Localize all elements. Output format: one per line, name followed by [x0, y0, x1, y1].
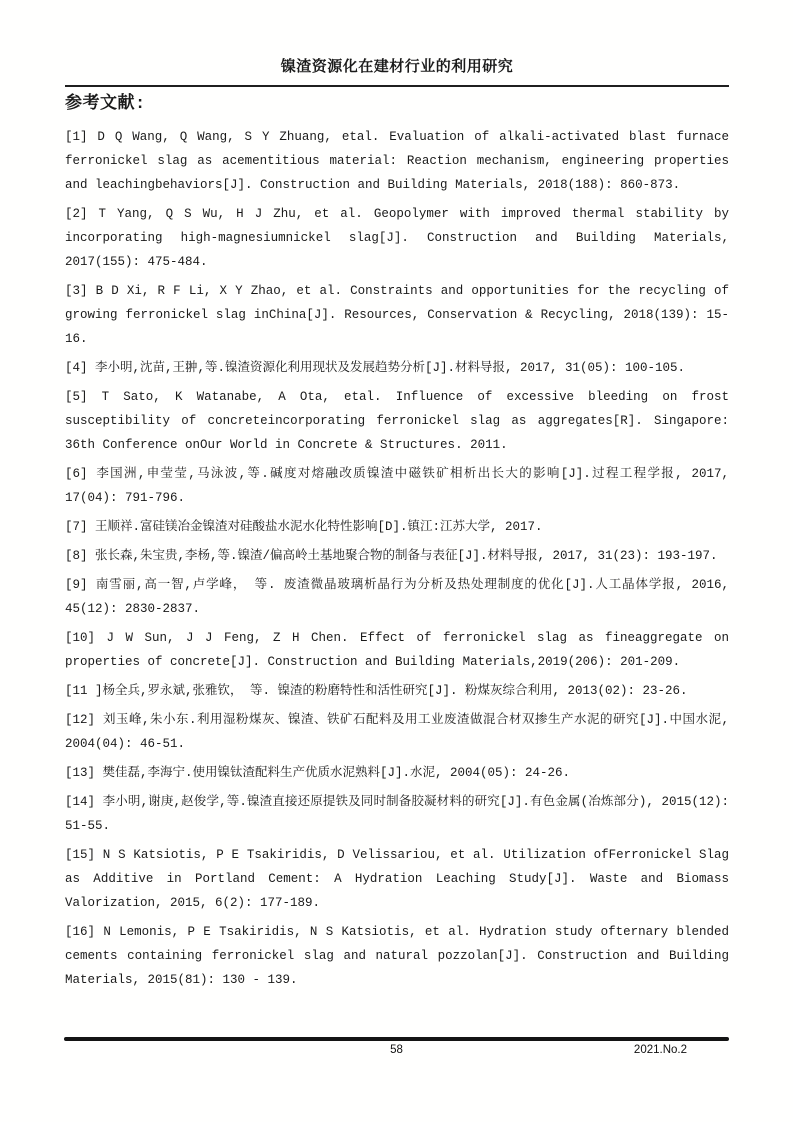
reference-item: [12] 刘玉峰,朱小东.利用湿粉煤灰、镍渣、铁矿石配料及用工业废渣做混合材双掺生产水泥的研究[J].中国水泥, 2004(04): 46-51.: [65, 713, 729, 751]
page-footer: [64, 1037, 729, 1060]
reference-item: [15] N S Katsiotis, P E Tsakiridis, D Velissariou, et al. Utilization ofFerronickel Slag as Additive in Portland Cement: A Hydration Leaching Study[J]. Waste and Biomass Valorization, 2015, 6(2): 177-189.: [65, 848, 729, 910]
page-number: 58: [390, 1043, 403, 1056]
reference-item: [5] T Sato, K Watanabe, A Ota, etal. Influence of excessive bleeding on frost susceptibility of concreteincorporating ferronickel slag as aggregates[R]. Singapore: 36th Conference onOur World in Concrete & Structures. 2011.: [65, 390, 729, 452]
reference-item: [2] T Yang, Q S Wu, H J Zhu, et al. Geopolymer with improved thermal stability by incorporating high-magnesiumnickel slag[J]. Construction and Building Materials, 2017(155): 475-484.: [65, 207, 729, 269]
references-heading: 参考文献:: [65, 95, 146, 114]
reference-item: [4] 李小明,沈苗,王翀,等.镍渣资源化利用现状及发展趋势分析[J].材料导报, 2017, 31(05): 100-105.: [65, 361, 686, 375]
reference-item: [13] 樊佳磊,李海宁.使用镍钛渣配料生产优质水泥熟料[J].水泥, 2004(05): 24-26.: [65, 766, 571, 780]
footer-divider: [64, 1037, 729, 1041]
reference-item: [6] 李国洲,申莹莹,马泳波,等.碱度对熔融改质镍渣中磁铁矿相析出长大的影响[J].过程工程学报, 2017, 17(04): 791-796.: [65, 467, 729, 505]
reference-item: [11 ]杨全兵,罗永斌,张雅钦， 等. 镍渣的粉磨特性和活性研究[J]. 粉煤灰综合利用, 2013(02): 23-26.: [65, 684, 688, 698]
reference-item: [1] D Q Wang, Q Wang, S Y Zhuang, etal. Evaluation of alkali-activated blast furnace ferronickel slag as acementitious material: Reaction mechanism, engineering properties and leachingbehaviors[J]. Construction and Building Materials, 2018(188): 860-873.: [65, 130, 729, 192]
reference-item: [7] 王顺祥.富硅镁冶金镍渣对硅酸盐水泥水化特性影响[D].镇江:江苏大学, 2017.: [65, 520, 543, 534]
footer-row: [64, 1044, 729, 1060]
reference-item: [16] N Lemonis, P E Tsakiridis, N S Katsiotis, et al. Hydration study ofternary blended cements containing ferronickel slag and natural pozzolan[J]. Construction and Building Materials, 2015(81): 130 - 139.: [65, 925, 729, 987]
issue-label: 2021.No.2: [633, 1043, 687, 1056]
reference-item: [3] B D Xi, R F Li, X Y Zhao, et al. Constraints and opportunities for the recycling of growing ferronickel slag inChina[J]. Resources, Conservation & Recycling, 2018(139): 15-16.: [65, 284, 729, 346]
running-head-title: 镍渣资源化在建材行业的利用研究: [280, 59, 514, 76]
reference-item: [8] 张长森,朱宝贵,李杨,等.镍渣/偏高岭土基地聚合物的制备与表征[J].材料导报, 2017, 31(23): 193-197.: [65, 549, 718, 563]
reference-item: [14] 李小明,谢庚,赵俊学,等.镍渣直接还原提铁及同时制备胶凝材料的研究[J].有色金属(冶炼部分), 2015(12): 51-55.: [65, 795, 729, 833]
page-header: [65, 0, 729, 87]
page-content: [65, 0, 729, 997]
reference-item: [10] J W Sun, J J Feng, Z H Chen. Effect of ferronickel slag as fineaggregate on properties of concrete[J]. Construction and Building Materials,2019(206): 201-209.: [65, 631, 729, 669]
reference-item: [9] 南雪丽,高一智,卢学峰， 等. 废渣微晶玻璃析晶行为分析及热处理制度的优化[J].人工晶体学报, 2016, 45(12): 2830-2837.: [65, 578, 729, 616]
references-list: [65, 125, 729, 992]
